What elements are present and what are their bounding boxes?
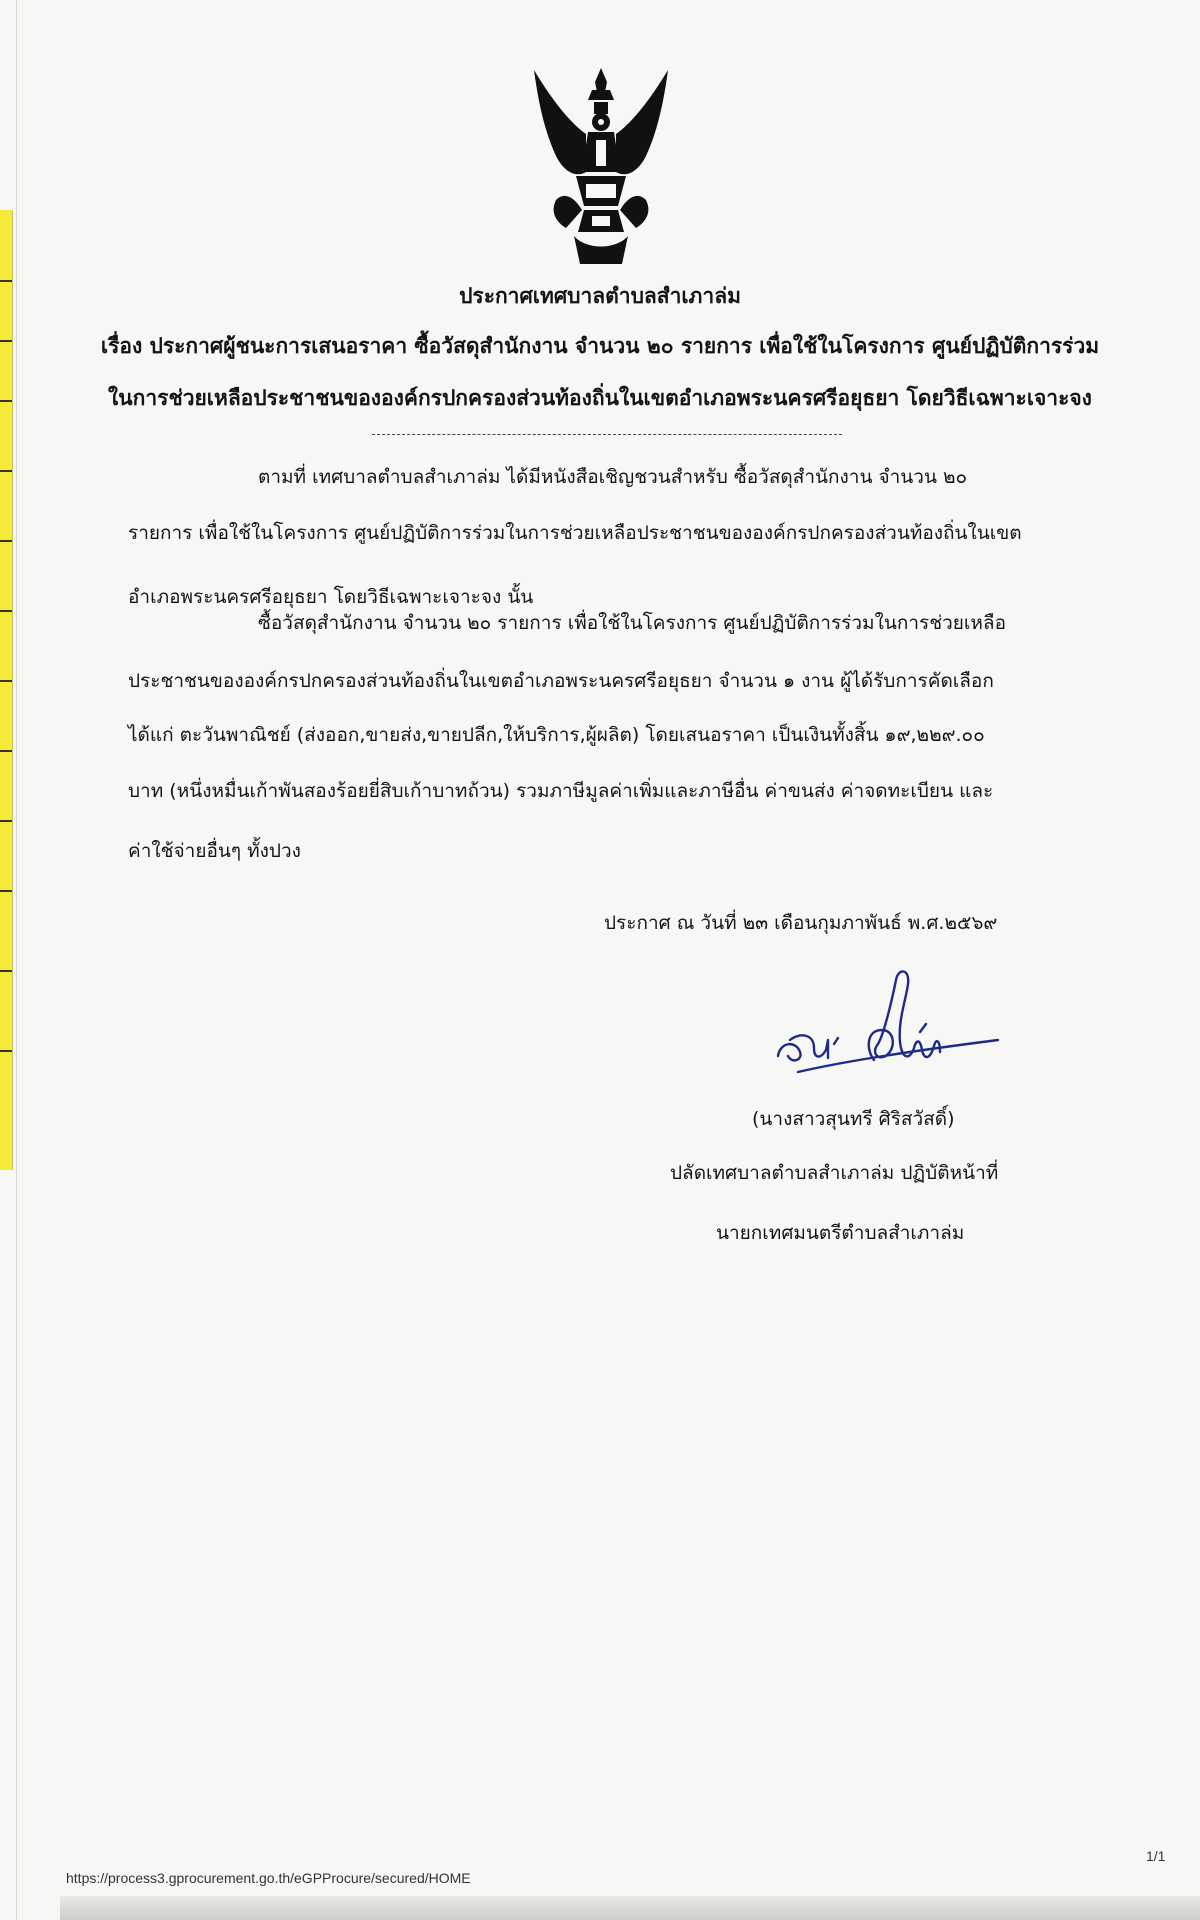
page-edge [16, 0, 17, 1920]
paragraph1-line1: ตามที่ เทศบาลตำบลสำเภาล่ม ได้มีหนังสือเชิญชวนสำหรับ ซื้อวัสดุสำนักงาน จำนวน ๒๐ [258, 466, 968, 488]
agency-title: ประกาศเทศบาลตำบลสำเภาล่ม [459, 284, 741, 308]
underlying-yellow-page-edge [0, 210, 13, 1170]
handwritten-signature [770, 960, 1000, 1080]
signatory-acting-position: นายกเทศมนตรีตำบลสำเภาล่ม [716, 1222, 965, 1244]
paragraph2-line5: ค่าใช้จ่ายอื่นๆ ทั้งปวง [128, 840, 301, 862]
garuda-emblem [526, 60, 676, 270]
title-divider [372, 434, 842, 435]
subject-line-2: ในการช่วยเหลือประชาชนขององค์กรปกครองส่วนท้องถิ่นในเขตอำเภอพระนครศรีอยุธยา โดยวิธีเฉพาะเจาะจง [108, 386, 1092, 410]
paragraph2-line3: ได้แก่ ตะวันพาณิชย์ (ส่งออก,ขายส่ง,ขายปลีก,ให้บริการ,ผู้ผลิต) โดยเสนอราคา เป็นเงินทั้งสิ้น ๑๙,๒๒๙.๐๐ [128, 724, 985, 746]
paragraph2-line4: บาท (หนึ่งหมื่นเก้าพันสองร้อยยี่สิบเก้าบาทถ้วน) รวมภาษีมูลค่าเพิ่มและภาษีอื่น ค่าขนส่ง ค่าจดทะเบียน และ [128, 780, 994, 802]
page-number: 1/1 [1146, 1848, 1166, 1864]
paragraph2-line1: ซื้อวัสดุสำนักงาน จำนวน ๒๐ รายการ เพื่อใช้ในโครงการ ศูนย์ปฏิบัติการร่วมในการช่วยเหลือ [258, 612, 1006, 634]
footer-url: https://process3.gprocurement.go.th/eGPProcure/secured/HOME [66, 1870, 471, 1886]
announce-date: ประกาศ ณ วันที่ ๒๓ เดือนกุมภาพันธ์ พ.ศ.๒๕๖๙ [604, 912, 998, 934]
paragraph2-line2: ประชาชนขององค์กรปกครองส่วนท้องถิ่นในเขตอำเภอพระนครศรีอยุธยา จำนวน ๑ งาน ผู้ได้รับการคัดเลือก [128, 670, 994, 692]
scan-bottom-edge [60, 1896, 1200, 1920]
paragraph1-line3: อำเภอพระนครศรีอยุธยา โดยวิธีเฉพาะเจาะจง นั้น [128, 586, 534, 608]
subject-line-1: เรื่อง ประกาศผู้ชนะการเสนอราคา ซื้อวัสดุสำนักงาน จำนวน ๒๐ รายการ เพื่อใช้ในโครงการ ศูนย์ปฏิบัติการร่วม [100, 334, 1100, 358]
signatory-position: ปลัดเทศบาลตำบลสำเภาล่ม ปฏิบัติหน้าที่ [670, 1162, 999, 1184]
paragraph1-line2: รายการ เพื่อใช้ในโครงการ ศูนย์ปฏิบัติการร่วมในการช่วยเหลือประชาชนขององค์กรปกครองส่วนท้องถิ่นในเขต [128, 522, 1022, 544]
signatory-name: (นางสาวสุนทรี ศิริสวัสดิ์) [752, 1108, 955, 1130]
